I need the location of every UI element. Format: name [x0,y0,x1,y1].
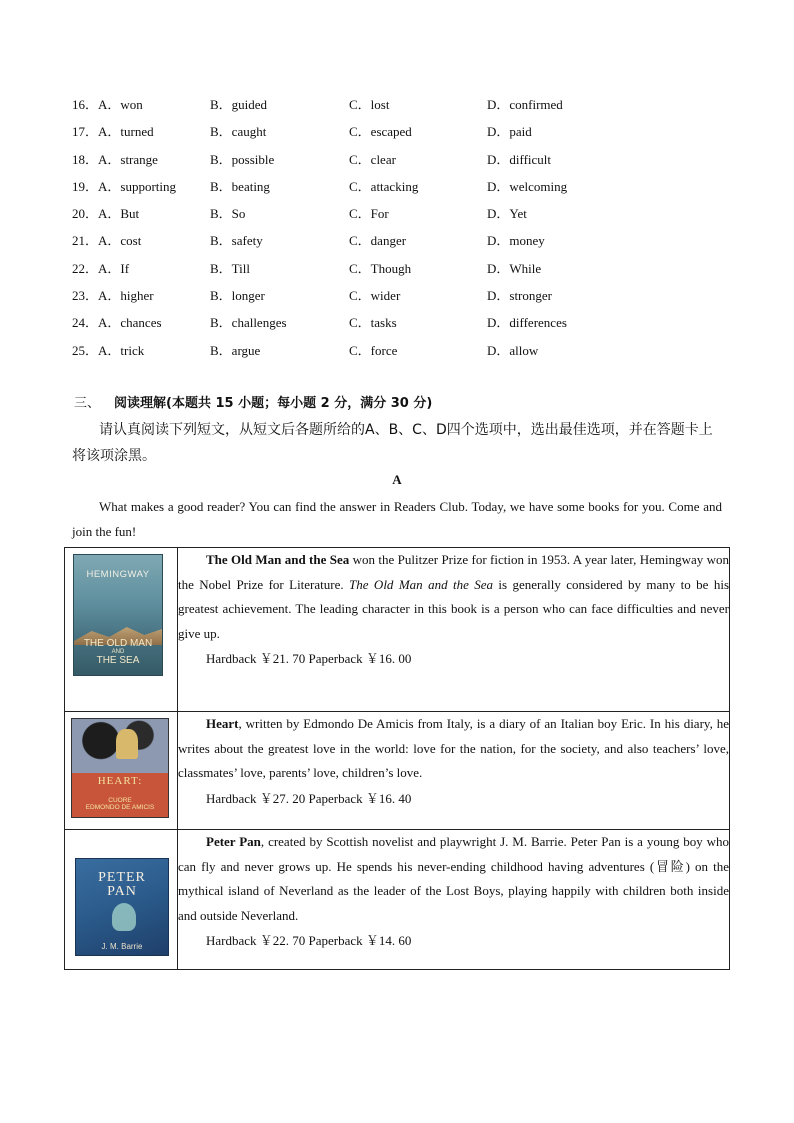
cover-title-line: PAN [107,884,137,899]
option-a: A．But [98,206,140,222]
option-c: C．tasks [349,315,397,331]
option-a: A．won [98,97,143,112]
option-row [72,149,752,176]
book-table [64,547,730,970]
question-number: 23． [72,288,99,304]
option-row [72,94,752,121]
cover-author: J. M. Barrie [101,942,143,951]
option-d: D．Yet [487,206,527,222]
cover-author: HEMINGWAY [86,569,150,580]
option-d: D．paid [487,124,532,140]
section-number: 三、 [74,396,101,411]
question-number: 21． [72,233,99,249]
option-row [72,230,752,257]
option-d: D．While [487,260,542,276]
option-d: D．difficult [487,151,552,167]
book-title: Heart [206,716,239,731]
option-b: B．guided [210,97,268,112]
option-c: C．danger [349,233,407,249]
description-text: , written by Edmondo De Amicis from Italy, is a diary of an Italian boy Eric. In his diary, he writes about the greatest love in the world: love for the nation, for the society, and also teachers’ love, classmates’ love, parents’ love, children’s love. [178,716,729,780]
section-instruction: 请认真阅读下列短文，从短文后各题所给的A、B、C、D四个选项中，选出最佳选项，并在答题卡上将该项涂黑。 [72,422,713,464]
description-text: , created by Scottish novelist and playwright J. M. Barrie. Peter Pan is a young boy who can fly and never grows up. He spends his never-ending childhood having adventures (冒险) on the mythical island of Neverland as the leader of the Lost Boys, playing happily with children both inside and outside Neverland. [178,834,729,923]
peter-pan-cover-image [75,858,169,956]
book-cover-cell [65,712,178,830]
option-a: A．strange [98,151,158,167]
option-c: C．force [349,342,398,358]
option-b: B．caught [210,124,267,140]
question-number: 20． [72,206,99,222]
option-b: B．beating [210,178,270,194]
description-text: is generally considered by many to be his greatest achievement. The leading character in this book is a person who can face difficulties and never give up. [178,576,730,641]
option-row [72,176,752,203]
book-price: Hardback ￥22. 70 Paperback ￥14. 60 [206,933,412,948]
cover-title-line: PETER [98,870,146,885]
option-a: A．If [98,260,130,276]
option-c: C．attacking [349,178,419,194]
book-title: Peter Pan [206,834,261,849]
book-title: The Old Man and the Sea [206,552,350,567]
book-price: Hardback ￥27. 20 Paperback ￥16. 40 [206,790,412,806]
question-number: 16． [72,97,99,112]
option-row [72,258,752,285]
option-row [72,121,752,148]
option-row [72,285,752,312]
option-b: B．So [210,206,246,222]
section-heading [74,392,432,411]
option-a: A．cost [98,233,142,249]
option-d: D．welcoming [487,178,568,194]
cover-title-line: AND [111,649,125,655]
cover-figure [112,903,136,931]
question-number: 22． [72,260,99,276]
option-d: D．money [487,233,545,249]
option-d: D．stronger [487,288,552,304]
table-row [65,548,730,712]
cover-title [74,639,162,666]
book-description-cell [178,548,730,712]
cover-title: HEART: [97,775,143,787]
option-b: B．challenges [210,315,287,331]
heart-cover-image [71,718,169,818]
book-cover-cell [65,830,178,970]
passage-letter: A [392,472,402,487]
cover-subtitle: CUORE [108,797,132,804]
book-cover-cell [65,548,178,712]
book-description [178,830,729,928]
table-row [65,830,730,970]
option-c: C．lost [349,97,390,112]
option-c: C．clear [349,151,396,167]
cover-author-name: EDMONDO DE AMICIS [85,804,155,811]
question-number: 17． [72,124,99,140]
description-text: won the Pulitzer Prize for fiction in 1953. A year later, Hemingway won the Nobel Prize for Literature. [178,552,729,592]
cover-author [72,797,168,811]
option-row [72,203,752,230]
option-b: B．safety [210,233,263,249]
question-number: 24． [72,315,99,331]
option-b: B．Till [210,260,250,276]
option-b: B．possible [210,151,275,167]
option-c: C．escaped [349,124,412,140]
option-b: B．argue [210,342,261,358]
book-description-cell [178,830,730,970]
book-description [178,712,729,786]
passage-intro: What makes a good reader? You can find the answer in Readers Club. Today, we have some books for you. Come and join the fun! [72,499,722,539]
question-number: 25． [72,342,99,358]
cover-title-line: THE OLD MAN [83,638,153,649]
cover-title-line: THE SEA [96,655,140,666]
book-title-italic: The Old Man and the Sea [349,576,494,592]
option-c: C．wider [349,288,401,304]
book-description-cell [178,712,730,830]
old-man-and-sea-cover-image [73,554,163,676]
answer-options-list [72,94,752,367]
option-d: D．differences [487,315,567,331]
option-b: B．longer [210,288,265,304]
book-price: Hardback ￥21. 70 Paperback ￥16. 00 [206,651,412,666]
cover-figure [116,729,138,759]
option-a: A．higher [98,288,154,304]
book-description [178,548,729,646]
table-row [65,712,730,830]
cover-title [76,871,168,899]
option-d: D．allow [487,342,539,358]
section-title: 阅读理解(本题共 15 小题；每小题 2 分，满分 30 分) [114,396,433,411]
option-a: A．supporting [98,178,177,194]
option-c: C．For [349,206,389,222]
question-number: 19． [72,178,99,194]
option-row [72,340,752,367]
option-a: A．chances [98,315,162,331]
option-a: A．turned [98,124,154,140]
option-row [72,312,752,339]
option-a: A．trick [98,342,145,358]
option-d: D．confirmed [487,97,563,112]
question-number: 18． [72,151,99,167]
option-c: C．Though [349,260,412,276]
